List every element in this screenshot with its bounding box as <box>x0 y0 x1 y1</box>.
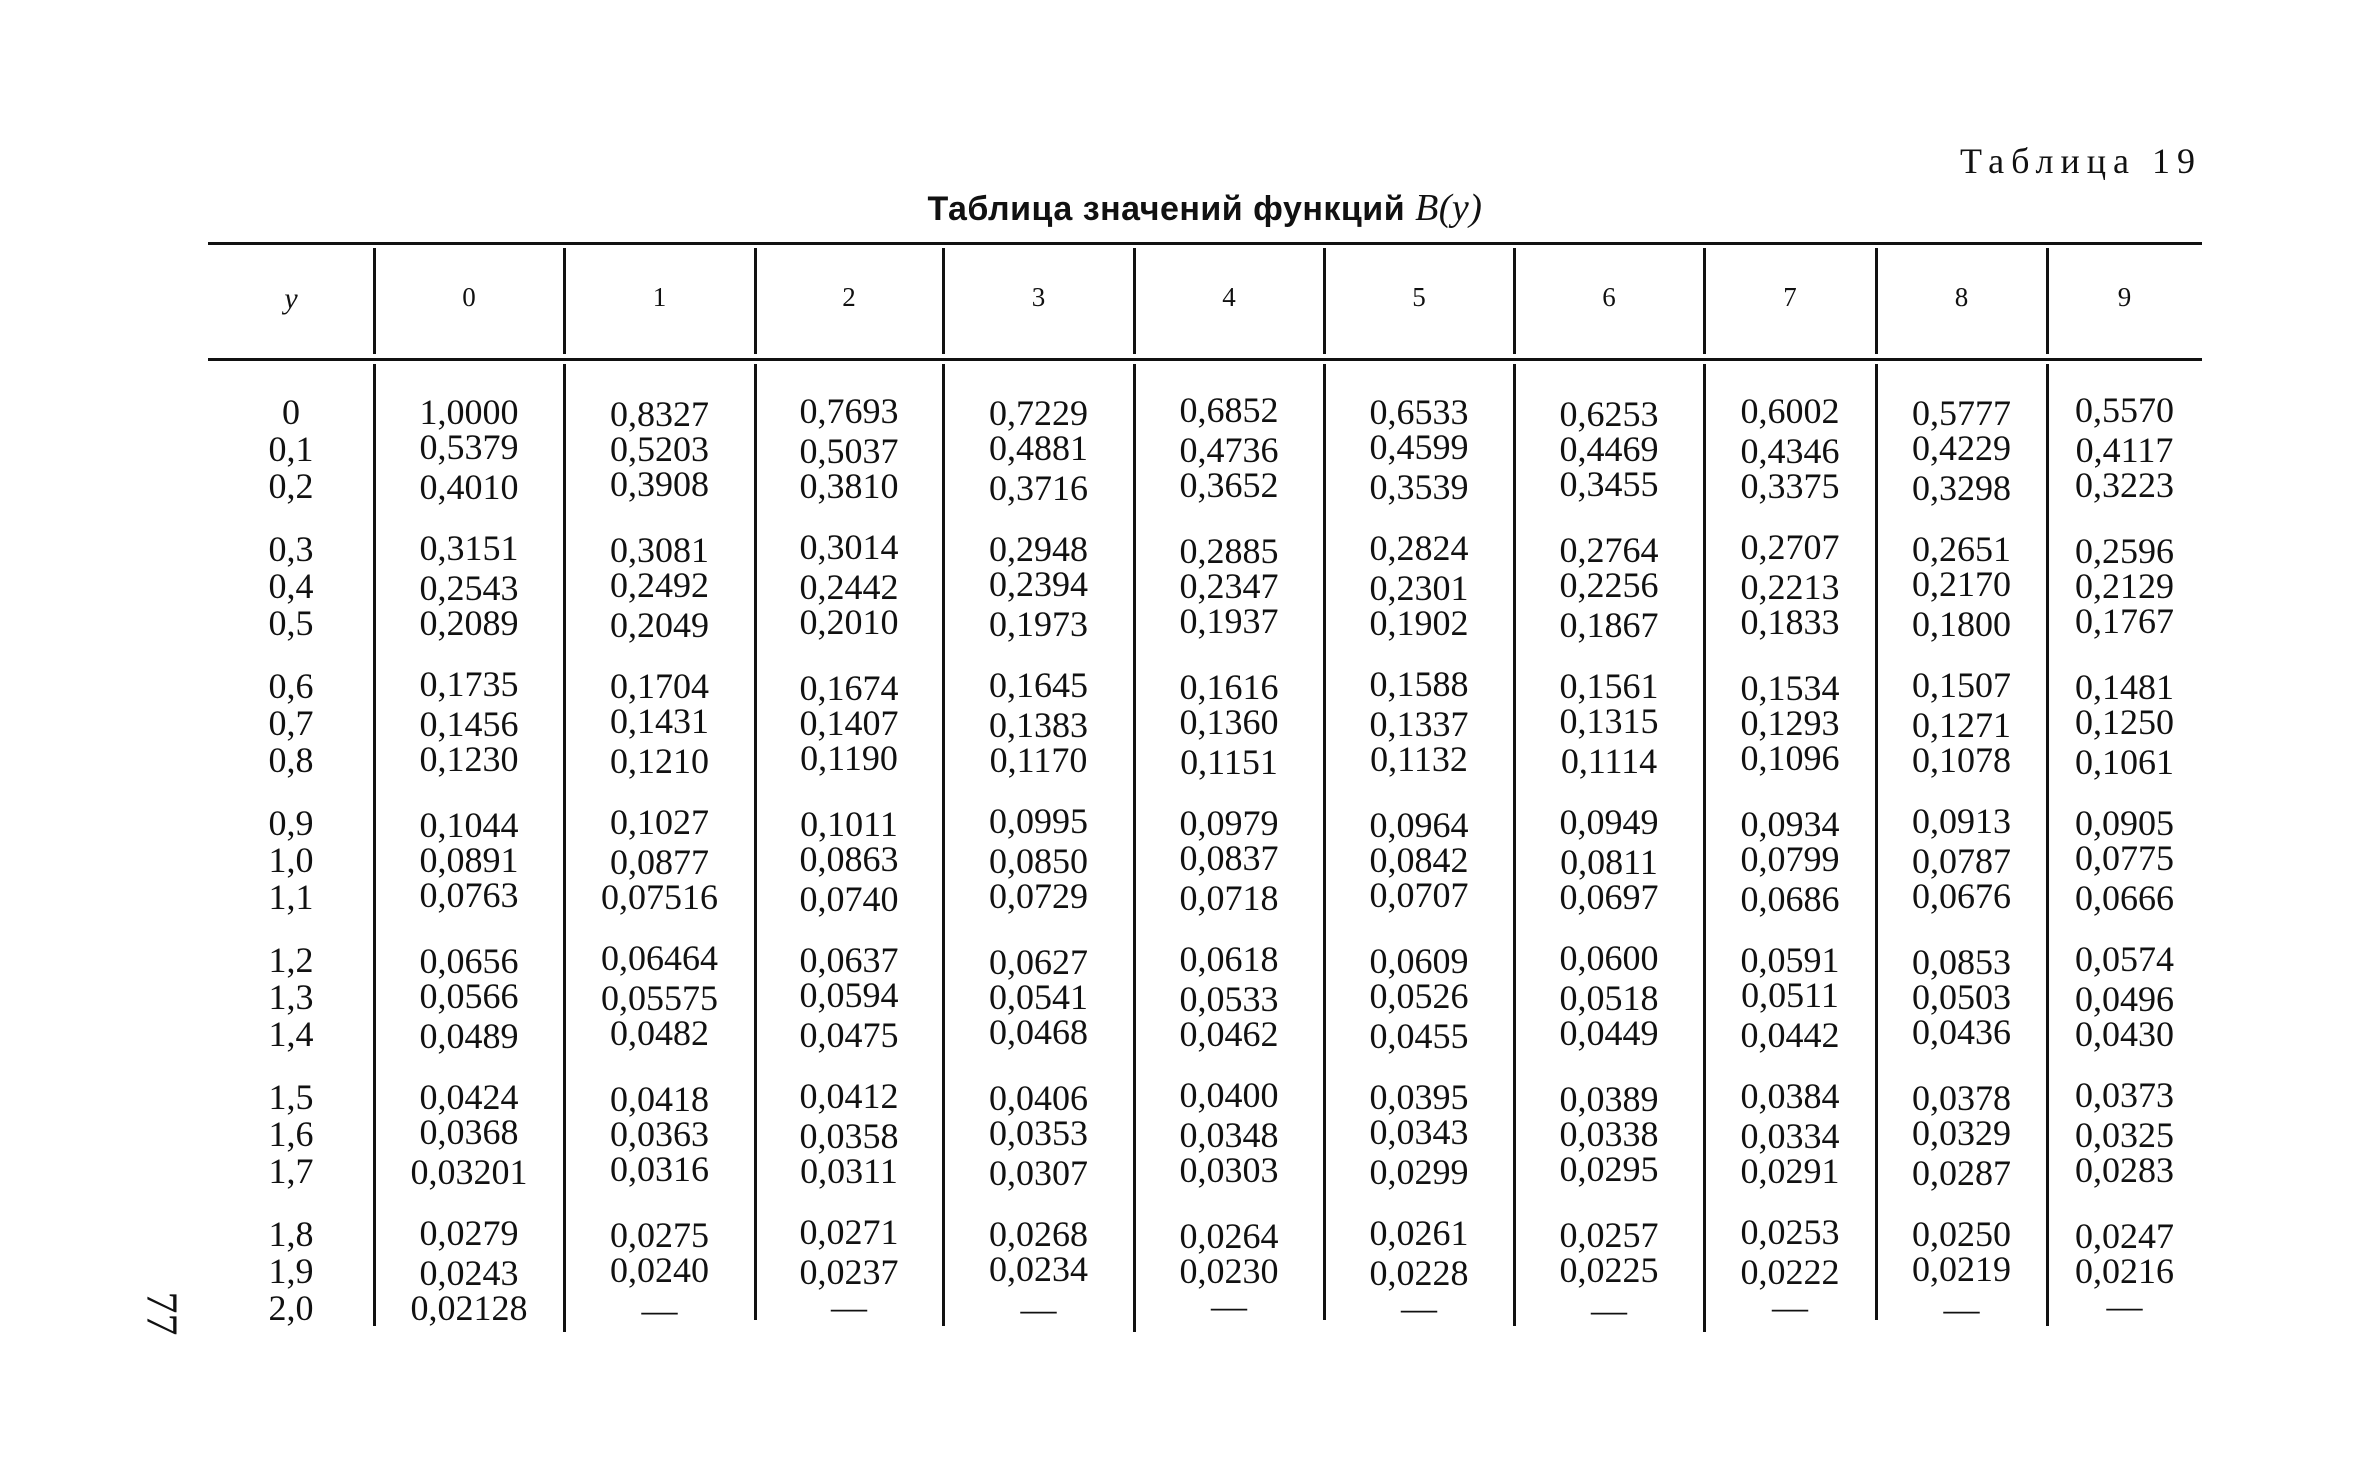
table-cell: 0,0271 <box>799 1212 899 1252</box>
table-cell: 0,2596 <box>2075 531 2174 571</box>
table-cell: 0,05575 <box>601 978 718 1018</box>
table-cell: 0,5777 <box>1912 393 2011 433</box>
table-cell: 0,0225 <box>1559 1250 1659 1290</box>
table-cell: 0,0718 <box>1179 878 1279 918</box>
row-y-value: 0,5 <box>268 603 314 643</box>
table-cell: 0,0291 <box>1740 1151 1840 1191</box>
table-cell: 0,1507 <box>1912 665 2011 705</box>
table-cell: 0,1170 <box>989 740 1088 780</box>
header-col-7: 7 <box>1783 282 1797 312</box>
table-cell: 0,0787 <box>1912 841 2011 881</box>
table-cell: 0,0329 <box>1912 1113 2011 1153</box>
table-cell: 0,2651 <box>1912 529 2011 569</box>
table-cell: 0,0600 <box>1559 938 1659 978</box>
table-cell: 0,0275 <box>610 1215 709 1255</box>
table-cell: 0,0842 <box>1369 840 1469 880</box>
header-col-2: 2 <box>842 282 856 312</box>
table-cell: 0,1230 <box>419 739 519 779</box>
table-cell: 0,0264 <box>1179 1216 1279 1256</box>
table-cell: 0,0850 <box>989 841 1088 881</box>
table-cell: 0,2213 <box>1740 567 1840 607</box>
table-cell: 0,1151 <box>1180 742 1278 782</box>
table-cell: 0,0979 <box>1179 803 1279 843</box>
table-cell: 0,0574 <box>2075 939 2174 979</box>
table-cell: 0,0250 <box>1912 1214 2011 1254</box>
table-cell: 0,2824 <box>1369 528 1469 568</box>
table-cell: 0,0253 <box>1740 1212 1840 1252</box>
table-cell: 0,4599 <box>1369 427 1469 467</box>
table-cell: — <box>831 1287 867 1327</box>
table-cell: 0,3810 <box>799 466 899 506</box>
table-cell: 0,1190 <box>800 738 898 778</box>
table-cell: 0,0489 <box>419 1016 519 1056</box>
table-cell: 0,0541 <box>989 977 1088 1017</box>
table-cell: 0,4736 <box>1179 430 1279 470</box>
header-col-3: 3 <box>1031 282 1046 312</box>
table-cell: — <box>1943 1289 1980 1329</box>
table-cell: 0,7693 <box>799 391 899 431</box>
table-cell: 0,2948 <box>989 529 1088 569</box>
table-cell: 0,2256 <box>1559 565 1659 605</box>
table-cell: 0,5570 <box>2075 390 2174 430</box>
table-cell: 0,0949 <box>1559 802 1659 842</box>
table-cell: 0,1044 <box>419 805 519 845</box>
table-cell: 0,0442 <box>1740 1015 1840 1055</box>
table-cell: 0,0763 <box>419 875 519 915</box>
table-cell: 0,0964 <box>1369 805 1469 845</box>
table-cell: 0,0283 <box>2075 1150 2174 1190</box>
table-cell: 0,2492 <box>610 565 709 605</box>
table-cell: 0,0891 <box>419 840 519 880</box>
table-cell: 0,2347 <box>1179 566 1279 606</box>
table-cell: 0,1767 <box>2075 601 2174 641</box>
table-cell: 0,0222 <box>1740 1252 1840 1292</box>
table-cell: 0,0666 <box>2075 878 2174 918</box>
table-cell: 0,1132 <box>1370 739 1468 779</box>
table-cell: 0,3014 <box>799 527 899 567</box>
table-cell: 0,0609 <box>1369 941 1469 981</box>
table-cell: 0,0837 <box>1179 838 1279 878</box>
table-cell: 0,0676 <box>1912 876 2011 916</box>
table-cell: 0,0358 <box>799 1116 899 1156</box>
table-cell: 0,0228 <box>1369 1253 1469 1293</box>
table-title-function: B(y) <box>1415 187 1483 229</box>
table-cell: 0,8327 <box>610 394 709 434</box>
row-y-value: 1,7 <box>268 1151 314 1191</box>
table-cell: 0,1481 <box>2075 667 2174 707</box>
header-col-1: 1 <box>652 282 667 312</box>
header-col-8: 8 <box>1954 282 1969 312</box>
table-cell: 0,0496 <box>2075 979 2174 1019</box>
table-cell: 0,0913 <box>1912 801 2011 841</box>
table-cell: 0,0378 <box>1912 1078 2011 1118</box>
table-cell: 0,0424 <box>419 1077 519 1117</box>
table-cell: 0,0230 <box>1179 1251 1279 1291</box>
table-cell: 0,1315 <box>1559 701 1659 741</box>
table-cell: 0,0518 <box>1559 978 1659 1018</box>
table-cell: 0,0418 <box>610 1079 709 1119</box>
table-cell: — <box>2106 1286 2143 1326</box>
row-y-value: 0,6 <box>268 666 314 706</box>
table-cell: 0,06464 <box>601 938 718 978</box>
table-cell: 0,1616 <box>1179 667 1279 707</box>
table-cell: 0,1833 <box>1740 602 1840 642</box>
table-cell: 0,4881 <box>989 428 1088 468</box>
table-cell: 0,0729 <box>989 876 1088 916</box>
table-cell: 0,4469 <box>1559 429 1659 469</box>
table-cell: 0,0799 <box>1740 839 1840 879</box>
row-y-value: 0 <box>282 392 300 432</box>
table-cell: 0,0303 <box>1179 1150 1279 1190</box>
table-cell: 0,0656 <box>419 941 519 981</box>
table-cell: 0,0307 <box>989 1153 1088 1193</box>
table-cell: 0,1250 <box>2075 702 2174 742</box>
table-cell: 0,0257 <box>1559 1215 1659 1255</box>
table-cell: 0,0468 <box>989 1012 1088 1052</box>
table-cell: 0,5203 <box>610 429 709 469</box>
table-number-label: Таблица 19 <box>1960 141 2202 181</box>
table-cell: 0,0853 <box>1912 942 2011 982</box>
row-y-value: 1,4 <box>268 1014 314 1054</box>
table-cell: 0,5379 <box>419 427 519 467</box>
row-y-value: 1,9 <box>268 1251 314 1291</box>
table-cell: 0,5037 <box>799 431 899 471</box>
table-cell: 0,0462 <box>1179 1014 1279 1054</box>
table-cell: 0,0343 <box>1369 1112 1469 1152</box>
table-cell: 0,2170 <box>1912 564 2011 604</box>
table-cell: 0,0373 <box>2075 1075 2174 1115</box>
table-cell: 0,0594 <box>799 975 899 1015</box>
row-y-value: 1,6 <box>268 1114 314 1154</box>
header-col-0: 0 <box>462 282 476 312</box>
table-cell: 0,0533 <box>1179 979 1279 1019</box>
table-cell: 0,1800 <box>1912 604 2011 644</box>
table-cell: 0,1096 <box>1740 738 1840 778</box>
table-cell: — <box>1020 1289 1057 1329</box>
table-cell: 0,0775 <box>2075 838 2174 878</box>
row-y-value: 1,3 <box>268 977 314 1017</box>
table-cell: 0,0389 <box>1559 1079 1659 1119</box>
row-y-value: 2,0 <box>268 1288 314 1328</box>
table-cell: 0,0234 <box>989 1249 1088 1289</box>
table-cell: — <box>1211 1286 1247 1326</box>
table-cell: 0,0216 <box>2075 1251 2174 1291</box>
header-col-4: 4 <box>1222 282 1236 312</box>
row-y-value: 0,9 <box>268 803 314 843</box>
header-rule <box>208 358 2202 361</box>
table-cell: 0,7229 <box>989 393 1088 433</box>
table-cell: 0,0299 <box>1369 1152 1469 1192</box>
table-cell: 0,1011 <box>800 804 898 844</box>
page-number: 77 <box>137 1291 187 1336</box>
table-cell: 0,2049 <box>610 605 709 645</box>
table-cell: 0,3375 <box>1740 466 1840 506</box>
header-col-9: 9 <box>2117 282 2132 312</box>
table-cell: 0,0400 <box>1179 1075 1279 1115</box>
table-cell: 0,1210 <box>610 741 709 781</box>
table-cell: 0,4229 <box>1912 428 2011 468</box>
table-cell: 0,3151 <box>419 528 519 568</box>
table-cell: 0,3223 <box>2075 465 2174 505</box>
table-cell: 0,0905 <box>2075 803 2174 843</box>
table-cell: — <box>1401 1288 1437 1328</box>
table-cell: 0,07516 <box>601 877 718 917</box>
table-cell: 0,1027 <box>610 802 709 842</box>
table-cell: 0,0316 <box>610 1149 709 1189</box>
table-cell: 0,1456 <box>419 704 519 744</box>
table-cell: 0,1902 <box>1369 603 1469 643</box>
row-y-value: 0,7 <box>268 703 314 743</box>
table-cell: 0,0637 <box>799 940 899 980</box>
table-cell: 0,0740 <box>799 879 899 919</box>
table-cell: 0,6002 <box>1740 391 1840 431</box>
table-cell: 0,0526 <box>1369 976 1469 1016</box>
table-cell: 0,1674 <box>799 668 899 708</box>
table-cell: 0,1337 <box>1369 704 1469 744</box>
row-y-value: 0,8 <box>268 740 314 780</box>
table-cell: 0,2394 <box>989 564 1088 604</box>
table-cell: 0,1645 <box>989 665 1088 705</box>
table-cell: 0,4117 <box>2075 430 2174 470</box>
table-cell: 0,1360 <box>1179 702 1279 742</box>
table-cell: 0,6253 <box>1559 394 1659 434</box>
table-cell: 0,0243 <box>419 1253 519 1293</box>
table-cell: 0,0268 <box>989 1214 1088 1254</box>
table-cell: 0,1061 <box>2075 742 2174 782</box>
row-y-value: 1,1 <box>268 877 314 917</box>
table-cell: 0,2301 <box>1369 568 1469 608</box>
header-y: y <box>284 282 298 315</box>
table-cell: 0,0686 <box>1740 879 1840 919</box>
table-cell: 0,1271 <box>1912 705 2011 745</box>
table-title-text: Таблица значений функций <box>927 190 1416 228</box>
table-cell: 0,6852 <box>1179 390 1279 430</box>
table-cell: 0,0430 <box>2075 1014 2174 1054</box>
table-cell: 0,0566 <box>419 976 519 1016</box>
table-cell: 0,0295 <box>1559 1149 1659 1189</box>
table-cell: 0,4010 <box>419 467 519 507</box>
table-cell: 0,0406 <box>989 1078 1088 1118</box>
table-cell: — <box>1772 1287 1808 1327</box>
table-cell: 0,1937 <box>1179 601 1279 641</box>
table-cell: 0,0449 <box>1559 1013 1659 1053</box>
table-cell: 0,1407 <box>799 703 899 743</box>
row-y-value: 0,1 <box>268 429 314 469</box>
table-cell: 0,1588 <box>1369 664 1469 704</box>
table-cell: 0,0240 <box>610 1250 709 1290</box>
table-cell: 0,1534 <box>1740 668 1840 708</box>
table-cell: 0,0311 <box>800 1151 898 1191</box>
table-cell: 0,2010 <box>799 602 899 642</box>
row-y-value: 1,0 <box>268 840 314 880</box>
row-y-value: 0,3 <box>268 529 314 569</box>
table-cell: 0,0348 <box>1179 1115 1279 1155</box>
table-cell: 0,0697 <box>1559 877 1659 917</box>
table-cell: 0,0436 <box>1912 1012 2011 1052</box>
table-cell: 0,0591 <box>1740 940 1840 980</box>
table-cell: 0,1704 <box>610 666 709 706</box>
header-col-6: 6 <box>1602 282 1616 312</box>
table-cell: 0,0707 <box>1369 875 1469 915</box>
table-cell: 0,0511 <box>1741 975 1839 1015</box>
table-cell: 0,2129 <box>2075 566 2174 606</box>
table-cell: 0,3455 <box>1559 464 1659 504</box>
table-cell: 0,03201 <box>410 1152 528 1192</box>
row-y-value: 1,8 <box>268 1214 314 1254</box>
table-cell: 0,2089 <box>419 603 519 643</box>
row-y-value: 0,2 <box>268 466 314 506</box>
table-cell: 0,0482 <box>610 1013 709 1053</box>
table-cell: 0,2764 <box>1559 530 1659 570</box>
table-cell: 0,0455 <box>1369 1016 1469 1056</box>
table-cell: 0,0395 <box>1369 1077 1469 1117</box>
table-cell: 0,0334 <box>1740 1116 1840 1156</box>
table-cell: 0,6533 <box>1369 392 1469 432</box>
table-cell: 0,0368 <box>419 1112 519 1152</box>
header-col-5: 5 <box>1412 282 1426 312</box>
table-cell: 0,0338 <box>1559 1114 1659 1154</box>
table-cell: 0,0261 <box>1369 1213 1469 1253</box>
table-cell: 0,1735 <box>419 664 519 704</box>
row-y-value: 1,5 <box>268 1077 314 1117</box>
table-cell: 0,0325 <box>2075 1115 2174 1155</box>
table-cell: 0,0353 <box>989 1113 1088 1153</box>
table-cell: 0,2885 <box>1179 531 1279 571</box>
row-y-value: 0,4 <box>268 566 314 606</box>
table-cell: 0,1431 <box>610 701 709 741</box>
table-cell: 0,1867 <box>1559 605 1659 645</box>
table-cell: 0,4346 <box>1740 431 1840 471</box>
table-cell: 0,0863 <box>799 839 899 879</box>
table-cell: 0,3908 <box>610 464 709 504</box>
table-cell: 0,3081 <box>610 530 709 570</box>
table-cell: 0,0877 <box>610 842 709 882</box>
table-cell: 0,3716 <box>989 468 1088 508</box>
table-cell: 0,0811 <box>1560 842 1658 882</box>
table-cell: 0,1293 <box>1740 703 1840 743</box>
table-cell: 0,0363 <box>610 1114 709 1154</box>
table-cell: 0,0237 <box>799 1252 899 1292</box>
table-cell: 0,0279 <box>419 1213 519 1253</box>
table-cell: 0,1561 <box>1559 666 1659 706</box>
row-y-value: 1,2 <box>268 940 314 980</box>
table-cell: 0,1973 <box>989 604 1088 644</box>
table-cell: 0,3539 <box>1369 467 1469 507</box>
table-cell: 1,0000 <box>419 392 519 432</box>
table-cell: 0,0934 <box>1740 804 1840 844</box>
table-cell: 0,0287 <box>1912 1153 2011 1193</box>
table-cell: 0,2543 <box>419 568 519 608</box>
table-cell: — <box>1591 1290 1627 1330</box>
table-cell: — <box>641 1290 678 1330</box>
table-cell: 0,1078 <box>1912 740 2011 780</box>
table-cell: 0,2442 <box>799 567 899 607</box>
table-cell: 0,0618 <box>1179 939 1279 979</box>
table-cell: 0,2707 <box>1740 527 1840 567</box>
table-title <box>0 186 2363 230</box>
table-cell: 0,1383 <box>989 705 1088 745</box>
table-cell: 0,0475 <box>799 1015 899 1055</box>
table-cell: 0,3298 <box>1912 468 2011 508</box>
table-cell: 0,3652 <box>1179 465 1279 505</box>
table-cell: 0,0995 <box>989 801 1088 841</box>
table-cell: 0,0627 <box>989 942 1088 982</box>
table-cell: 0,1114 <box>1560 741 1658 781</box>
table-cell: 0,0503 <box>1912 977 2011 1017</box>
table-cell: 0,0219 <box>1912 1249 2011 1289</box>
top-rule <box>208 242 2202 245</box>
table-cell: 0,02128 <box>410 1288 528 1328</box>
table-cell: 0,0384 <box>1740 1076 1840 1116</box>
table-cell: 0,0412 <box>799 1076 899 1116</box>
table-cell: 0,0247 <box>2075 1216 2174 1256</box>
